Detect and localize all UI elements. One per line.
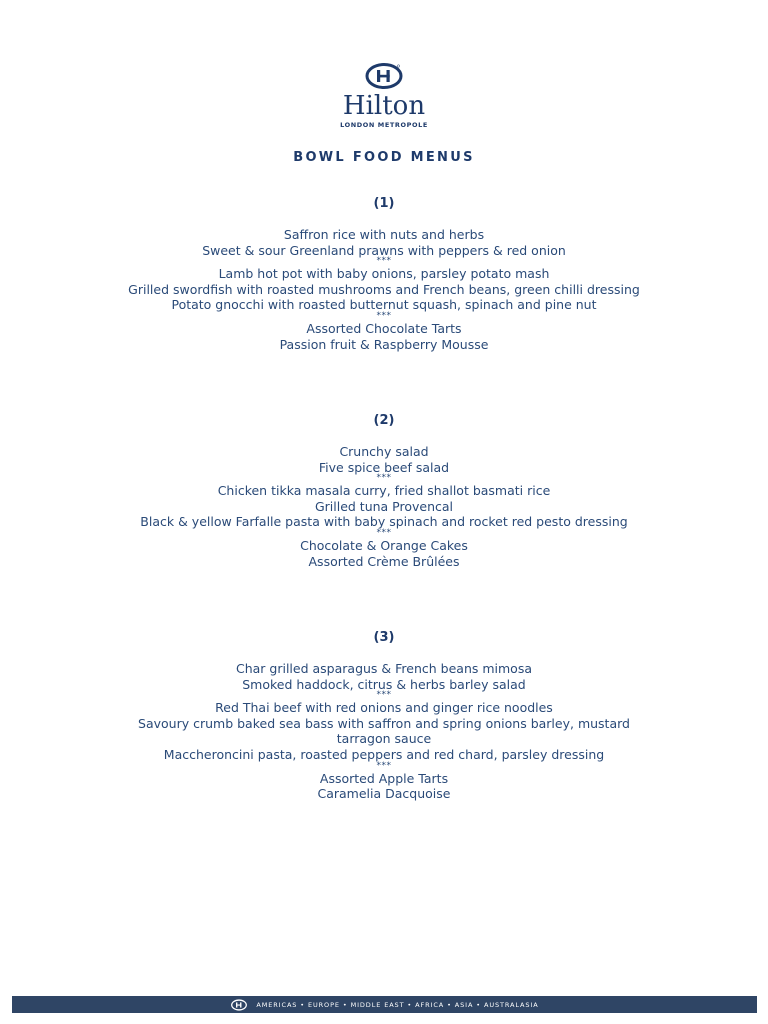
course-separator: ***	[376, 690, 392, 701]
menu-section-3	[0, 629, 768, 802]
menu-item: Savoury crumb baked sea bass with saffron and spring onions barley, mustard	[138, 715, 630, 731]
course-separator: ***	[376, 256, 392, 267]
menu-item: Assorted Apple Tarts	[319, 770, 449, 786]
brand-location: LONDON METROPOLE	[340, 121, 428, 129]
page-title: BOWL FOOD MENUS	[293, 150, 475, 165]
footer-regions: AMERICAS • EUROPE • MIDDLE EAST • AFRICA • ASIA • AUSTRALASIA	[256, 1000, 539, 1009]
menu-item: Assorted Chocolate Tarts	[306, 320, 462, 336]
menu-section-2	[0, 412, 768, 569]
hilton-h-emblem-icon	[230, 999, 248, 1011]
hilton-logo	[0, 62, 768, 130]
menu-item: Chocolate & Orange Cakes	[300, 537, 468, 553]
hilton-h-emblem-icon	[364, 62, 404, 90]
menu-item: Caramelia Dacquoise	[317, 786, 451, 802]
menu-number: (3)	[373, 630, 395, 645]
menu-number: (1)	[373, 196, 395, 211]
menu-item: Maccheroncini pasta, roasted peppers and red chard, parsley dressing	[163, 746, 605, 762]
menu-item: Five spice beef salad	[318, 459, 450, 475]
menu-item: tarragon sauce	[336, 731, 432, 747]
menu-item: Potato gnocchi with roasted butternut squash, spinach and pine nut	[171, 297, 597, 313]
menu-section-1	[0, 195, 768, 352]
course-separator: ***	[376, 310, 392, 321]
menu-item: Grilled tuna Provencal	[314, 498, 454, 514]
course-separator: ***	[376, 760, 392, 771]
menu-item: Chicken tikka masala curry, fried shallot basmati rice	[217, 483, 551, 499]
menu-item: Black & yellow Farfalle pasta with baby spinach and rocket red pesto dressing	[140, 514, 628, 530]
menu-item: Sweet & sour Greenland prawns with peppers & red onion	[202, 242, 566, 258]
menu-item: Char grilled asparagus & French beans mimosa	[235, 661, 532, 676]
brand-name: Hilton	[342, 91, 426, 121]
menu-item: Assorted Crème Brûlées	[308, 553, 460, 569]
menu-item: Grilled swordfish with roasted mushrooms and French beans, green chilli dressing	[128, 281, 640, 297]
menu-item: Smoked haddock, citrus & herbs barley salad	[242, 676, 526, 692]
footer-bar	[12, 996, 757, 1013]
menu-item: Crunchy salad	[339, 444, 429, 459]
course-separator: ***	[376, 473, 392, 484]
menu-item: Saffron rice with nuts and herbs	[283, 227, 485, 242]
course-separator: ***	[376, 527, 392, 538]
menu-item: Passion fruit & Raspberry Mousse	[279, 336, 489, 352]
menu-number: (2)	[373, 413, 395, 428]
menu-item: Red Thai beef with red onions and ginger rice noodles	[215, 700, 553, 716]
menu-item: Lamb hot pot with baby onions, parsley potato mash	[218, 266, 550, 282]
